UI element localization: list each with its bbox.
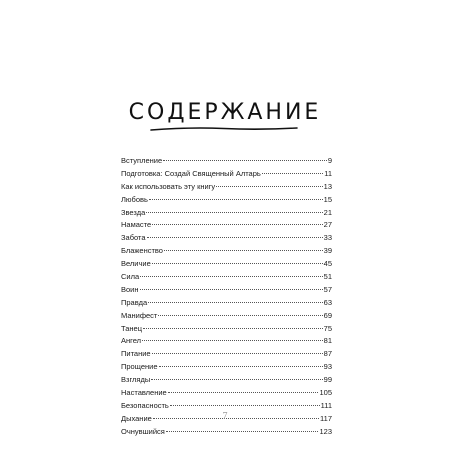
toc-leader-dots (152, 353, 323, 354)
toc-leader-dots (147, 237, 323, 238)
toc-entry (121, 245, 332, 258)
toc-entry-page: 15 (323, 194, 332, 204)
toc-leader-dots (166, 431, 319, 432)
toc-entry-page: 93 (323, 362, 332, 372)
toc-entry-label: Звезда (121, 207, 146, 217)
toc-entry (121, 323, 332, 336)
toc-leader-dots (151, 379, 322, 380)
toc-entry-label: Вступление (121, 156, 163, 165)
toc-leader-dots (170, 405, 320, 406)
title-underline (149, 124, 299, 134)
toc-leader-dots (146, 212, 322, 213)
toc-leader-dots (158, 315, 322, 316)
toc-entry-page: 81 (323, 336, 332, 346)
toc-entry-label: Подготовка: Создай Священный Алтарь (121, 168, 261, 178)
toc-entry (121, 194, 332, 207)
toc-entry (121, 297, 332, 310)
toc-entry-label: Танец (121, 323, 143, 333)
toc-entry-page: 21 (323, 207, 332, 217)
toc-leader-dots (152, 224, 322, 225)
toc-entry-label: Сила (121, 272, 140, 282)
toc-entry (121, 374, 332, 387)
toc-entry (121, 387, 332, 400)
page-number: 7 (222, 411, 228, 422)
toc-entry-page: 33 (323, 233, 332, 243)
toc-leader-dots (159, 366, 323, 367)
toc-entry (121, 207, 332, 220)
toc-entry-label: Любовь (121, 194, 148, 204)
toc-leader-dots (148, 302, 322, 303)
toc-entry-page: 75 (323, 323, 332, 333)
toc-leader-dots (164, 250, 323, 251)
toc-entry-label: Взгляды (121, 375, 151, 385)
toc-entry-page: 69 (323, 310, 332, 320)
toc-leader-dots (262, 173, 323, 174)
toc-entry-label: Воин (121, 284, 139, 294)
toc-entry-page: 87 (323, 349, 332, 359)
toc-entry (121, 168, 332, 181)
toc-entry-label: Забота (121, 233, 146, 243)
toc-entry-label: Как использовать эту книгу (121, 181, 216, 191)
toc-leader-dots (143, 328, 323, 329)
toc-entry (121, 310, 332, 323)
toc-entry-label: Наставление (121, 388, 167, 398)
toc-entry-page: 51 (323, 272, 332, 282)
toc-entry-page: 123 (319, 426, 332, 436)
toc-entry-page: 117 (320, 413, 332, 423)
toc-leader-dots (152, 263, 323, 264)
toc-entry-page: 13 (323, 181, 332, 191)
toc-entry (121, 335, 332, 348)
toc-leader-dots (140, 289, 323, 290)
toc-leader-dots (140, 276, 323, 277)
toc-entry-page: 45 (323, 259, 332, 269)
page-title: СОДЕРЖАНИЕ (128, 100, 322, 125)
toc-entry (121, 232, 332, 245)
toc-entry (121, 284, 332, 297)
toc-entry-label: Прощение (121, 362, 158, 372)
toc-entry-page: 11 (324, 168, 332, 178)
toc-leader-dots (168, 392, 319, 393)
toc-entry (121, 219, 332, 232)
toc-entry-page: 111 (320, 400, 332, 410)
toc-entry-label: Правда (121, 297, 148, 307)
toc-entry-page: 63 (323, 297, 332, 307)
toc-entry-label: Безопасность (121, 400, 169, 410)
toc-entry-label: Ангел (121, 336, 142, 346)
toc-entry (121, 361, 332, 374)
toc-leader-dots (149, 199, 323, 200)
toc-entry (121, 258, 332, 271)
toc-entry (121, 348, 332, 361)
toc-leader-dots (216, 186, 322, 187)
toc-entry (121, 271, 332, 284)
toc-entry-page: 9 (327, 156, 332, 165)
toc-entry-page: 27 (323, 220, 332, 230)
toc-entry (121, 155, 332, 168)
toc-entry-page: 39 (323, 246, 332, 256)
toc-entry-label: Величие (121, 259, 151, 269)
toc-entry-label: Дыхание (121, 413, 152, 423)
toc-entry-page: 57 (323, 284, 332, 294)
toc-entry-label: Питание (121, 349, 151, 359)
toc-entry (121, 426, 332, 439)
toc-entry (121, 181, 332, 194)
toc-entry-label: Блаженство (121, 246, 163, 256)
toc-leader-dots (142, 340, 323, 341)
toc-leader-dots (163, 160, 327, 161)
toc-entry-label: Манифест (121, 310, 158, 320)
toc-entry-label: Очнувшийся (121, 426, 165, 436)
toc-entry-page: 105 (319, 388, 332, 398)
toc-entry-label: Намасте (121, 220, 152, 230)
table-of-contents (121, 155, 332, 439)
toc-entry-page: 99 (323, 375, 332, 385)
